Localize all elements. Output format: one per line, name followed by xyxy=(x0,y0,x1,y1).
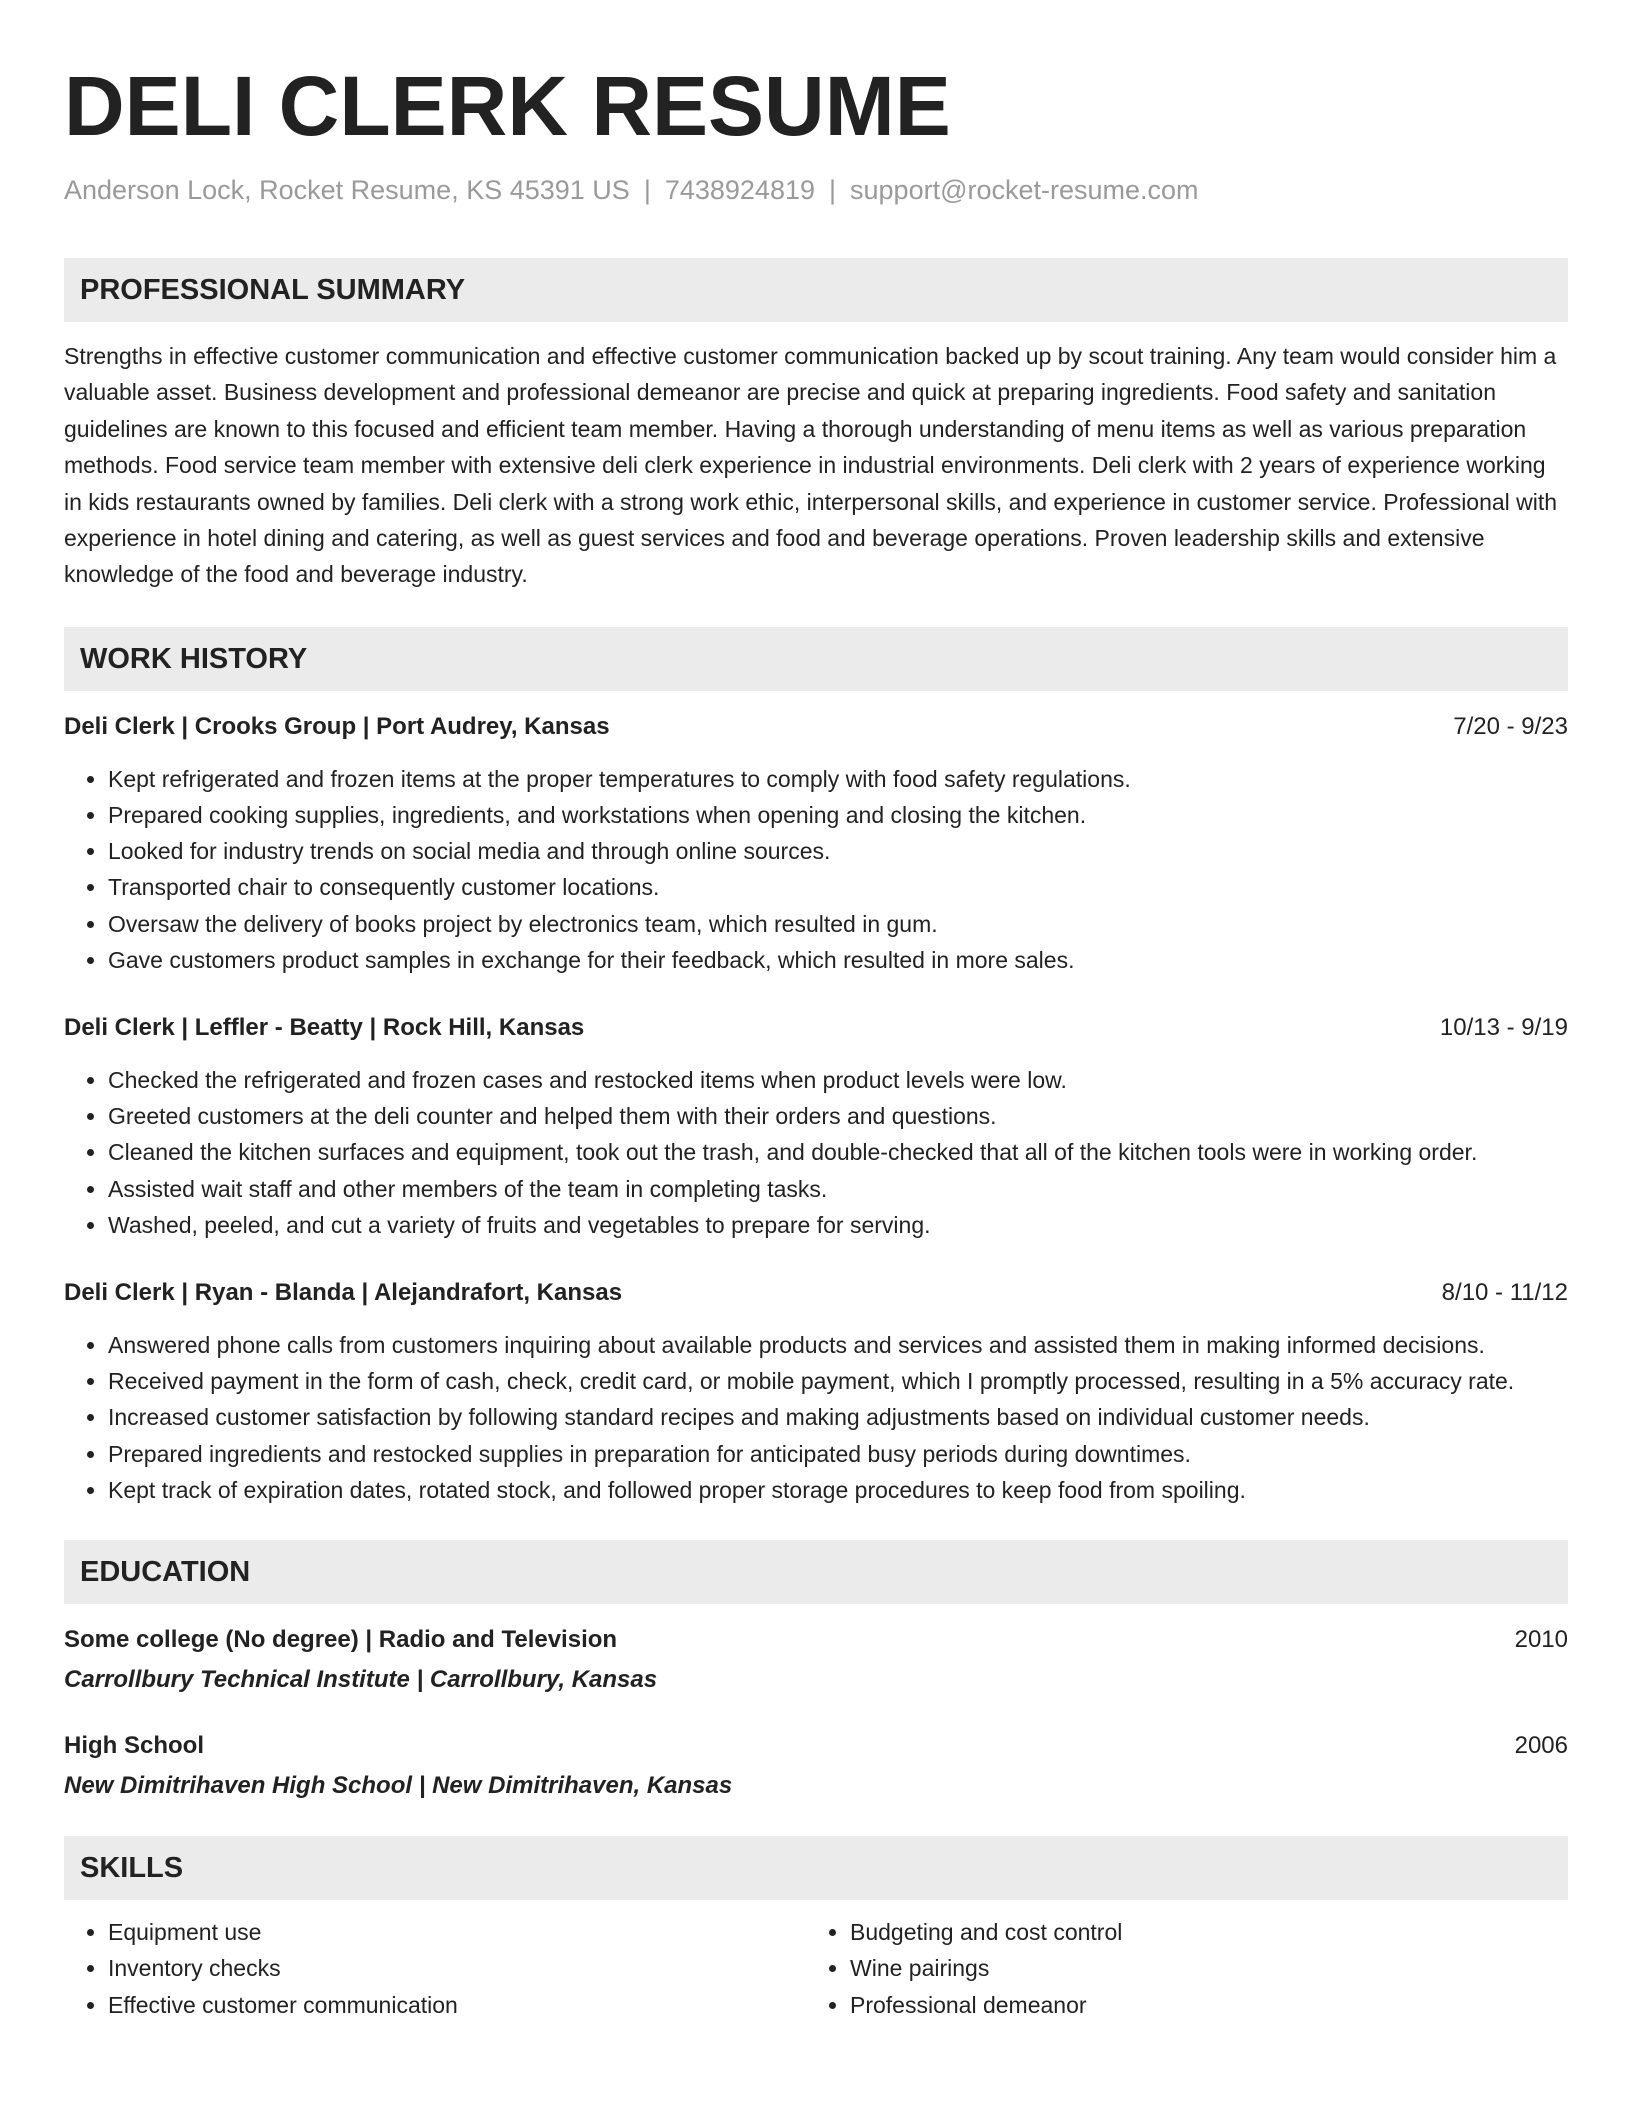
contact-separator: | xyxy=(643,175,651,205)
education-entry xyxy=(64,1728,1568,1804)
list-item: • Received payment in the form of cash, check, credit card, or mobile payment, which I promptly processed, resulting in a 5% accuracy rate. xyxy=(108,1363,1568,1399)
list-item: • Inventory checks xyxy=(108,1950,806,1986)
education-degree: Some college (No degree) | Radio and Television xyxy=(64,1626,618,1654)
contact-address: Anderson Lock, Rocket Resume, KS 45391 US xyxy=(64,175,630,205)
job-heading: Deli Clerk | Crooks Group | Port Audrey, Kansas xyxy=(64,712,610,740)
section-header-education: EDUCATION xyxy=(64,1540,1568,1604)
list-item: • Assisted wait staff and other members of the team in completing tasks. xyxy=(108,1171,1568,1207)
education-year: 2010 xyxy=(1514,1626,1568,1654)
list-item: • Prepared ingredients and restocked supplies in preparation for anticipated busy periods during downtimes. xyxy=(108,1436,1568,1472)
job-dates: 7/20 - 9/23 xyxy=(1453,712,1568,740)
list-item: • Increased customer satisfaction by following standard recipes and making adjustments based on individual customer needs. xyxy=(108,1399,1568,1435)
section-header-work: WORK HISTORY xyxy=(64,627,1568,691)
education-degree: High School xyxy=(64,1732,204,1760)
contact-separator: | xyxy=(829,175,837,205)
list-item: • Prepared cooking supplies, ingredients, and workstations when opening and closing the kitchen. xyxy=(108,797,1568,833)
job-dates: 10/13 - 9/19 xyxy=(1439,1014,1568,1042)
list-item: • Cleaned the kitchen surfaces and equipment, took out the trash, and double-checked that all of the kitchen tools were in working order. xyxy=(108,1134,1568,1170)
list-item: • Kept track of expiration dates, rotated stock, and followed proper storage procedures to keep food from spoiling. xyxy=(108,1472,1568,1508)
contact-email: support@rocket-resume.com xyxy=(850,175,1199,205)
resume-title: DELI CLERK RESUME xyxy=(64,59,951,153)
job-entry xyxy=(64,1275,1568,1508)
list-item: • Transported chair to consequently customer locations. xyxy=(108,869,1568,905)
skills-column-right xyxy=(806,1914,1548,2023)
list-item: • Kept refrigerated and frozen items at the proper temperatures to comply with food safety regulations. xyxy=(108,761,1568,797)
job-bullets xyxy=(64,761,1568,978)
job-bullets xyxy=(64,1327,1568,1508)
list-item: • Looked for industry trends on social media and through online sources. xyxy=(108,833,1568,869)
skills-column-left xyxy=(64,1914,806,2023)
section-header-summary: PROFESSIONAL SUMMARY xyxy=(64,258,1568,322)
education-entry xyxy=(64,1622,1568,1698)
summary-text: Strengths in effective customer communication and effective customer communication backed up by scout training. Any team would consider him a valuable asset. Business development and professional demeanor are precise and quick at preparing ingredients. Food safety and sanitation guidelines are known to this focused and efficient team member. Having a thorough understanding of menu items as well as various preparation methods. Food service team member with extensive deli clerk experience in industrial environments. Deli clerk with 2 years of experience working in kids restaurants owned by families. Deli clerk with a strong work ethic, interpersonal skills, and experience in customer service. Professional with experience in hotel dining and catering, as well as guest services and food and beverage operations. Proven leadership skills and extensive knowledge of the food and beverage industry. xyxy=(64,343,1558,588)
education-school: New Dimitrihaven High School | New Dimitrihaven, Kansas xyxy=(64,1772,733,1800)
skills-list xyxy=(64,1914,1568,2023)
education-year: 2006 xyxy=(1514,1732,1568,1760)
list-item: • Budgeting and cost control xyxy=(850,1914,1548,1950)
contact-phone: 7438924819 xyxy=(664,175,815,205)
job-heading: Deli Clerk | Ryan - Blanda | Alejandrafort, Kansas xyxy=(64,1279,623,1307)
job-heading: Deli Clerk | Leffler - Beatty | Rock Hill, Kansas xyxy=(64,1014,585,1042)
list-item: • Washed, peeled, and cut a variety of fruits and vegetables to prepare for serving. xyxy=(108,1207,1568,1243)
education-school: Carrollbury Technical Institute | Carrollbury, Kansas xyxy=(64,1666,658,1694)
job-entry xyxy=(64,709,1568,978)
list-item: • Oversaw the delivery of books project by electronics team, which resulted in gum. xyxy=(108,906,1568,942)
job-bullets xyxy=(64,1062,1568,1243)
list-item: • Equipment use xyxy=(108,1914,806,1950)
list-item: • Wine pairings xyxy=(850,1950,1548,1986)
section-header-skills: SKILLS xyxy=(64,1836,1568,1900)
job-dates: 8/10 - 11/12 xyxy=(1441,1279,1568,1307)
job-entry xyxy=(64,1010,1568,1243)
list-item: • Gave customers product samples in exchange for their feedback, which resulted in more sales. xyxy=(108,942,1568,978)
list-item: • Greeted customers at the deli counter and helped them with their orders and questions. xyxy=(108,1098,1568,1134)
list-item: • Professional demeanor xyxy=(850,1987,1548,2023)
list-item: • Answered phone calls from customers inquiring about available products and services and assisted them in making informed decisions. xyxy=(108,1327,1568,1363)
list-item: • Checked the refrigerated and frozen cases and restocked items when product levels were low. xyxy=(108,1062,1568,1098)
list-item: • Effective customer communication xyxy=(108,1987,806,2023)
contact-line xyxy=(64,172,1568,208)
